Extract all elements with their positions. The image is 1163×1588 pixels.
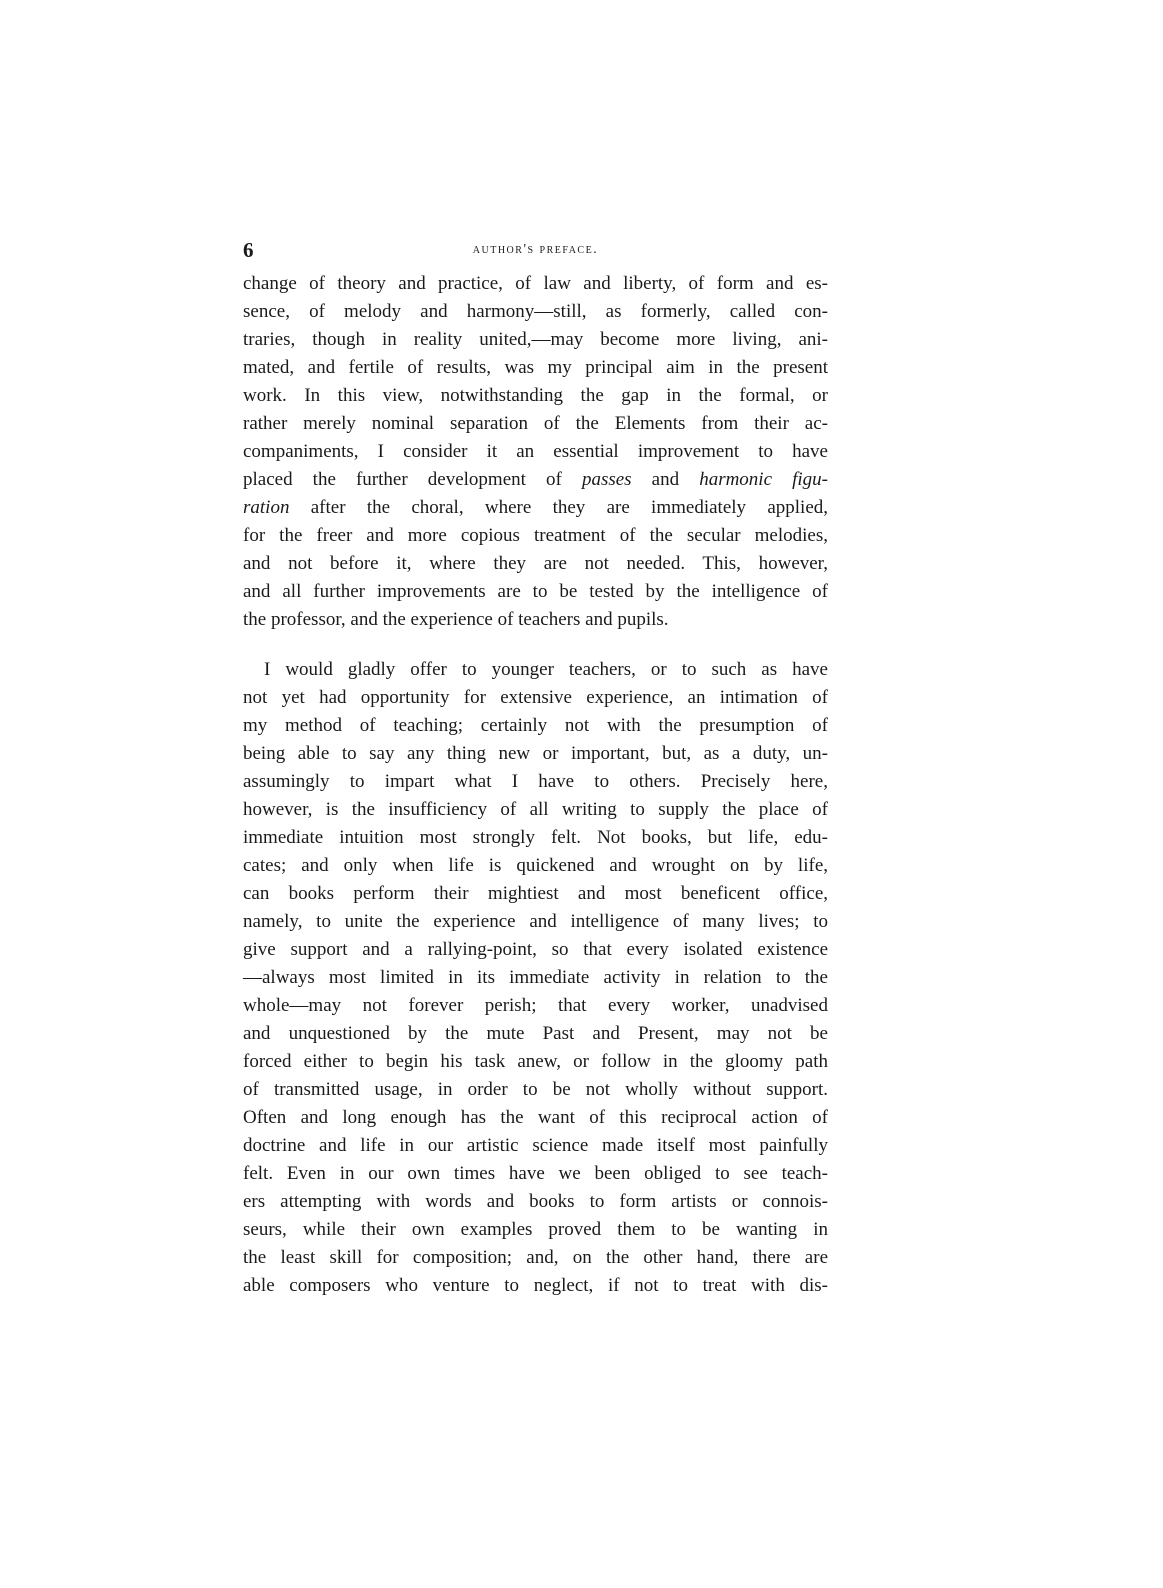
text-line: mated, and fertile of results, was my principal aim in the present	[243, 357, 828, 378]
italic-term-harmonic-figuration: harmonic figu-	[699, 469, 828, 490]
text-line: for the freer and more copious treatment of the secular melodies,	[243, 525, 828, 546]
text-line: whole—may not forever perish; that every worker, unadvised	[243, 995, 828, 1016]
text-line: I would gladly offer to younger teachers, or to such as have	[264, 659, 828, 680]
text-run: placed the further development of	[243, 469, 582, 490]
text-line: felt. Even in our own times have we been obliged to see teach-	[243, 1163, 828, 1184]
book-page	[243, 236, 828, 1300]
text-line-with-italics	[243, 466, 828, 494]
running-head-title: author's preface.	[472, 242, 599, 257]
text-line: ers attempting with words and books to form artists or connois-	[243, 1191, 828, 1212]
paragraph-1	[243, 270, 828, 634]
text-line: forced either to begin his task anew, or follow in the gloomy path	[243, 1051, 828, 1072]
text-line: traries, though in reality united,—may become more living, ani-	[243, 329, 828, 350]
text-line: sence, of melody and harmony—still, as formerly, called con-	[243, 301, 828, 322]
text-line: the least skill for composition; and, on the other hand, there are	[243, 1247, 828, 1268]
text-line: immediate intuition most strongly felt. Not books, but life, edu-	[243, 827, 828, 848]
text-run: and	[631, 469, 700, 490]
text-line: and not before it, where they are not needed. This, however,	[243, 553, 828, 574]
running-head	[243, 236, 828, 270]
text-line: can books perform their mightiest and most beneficent office,	[243, 883, 828, 904]
text-line: assumingly to impart what I have to others. Precisely here,	[243, 771, 828, 792]
text-line: give support and a rallying-point, so that every isolated existence	[243, 939, 828, 960]
text-line: cates; and only when life is quickened and wrought on by life,	[243, 855, 828, 876]
page-number: 6	[243, 238, 254, 262]
text-line: doctrine and life in our artistic science made itself most painfully	[243, 1135, 828, 1156]
text-line: seurs, while their own examples proved them to be wanting in	[243, 1219, 828, 1240]
text-line: change of theory and practice, of law and liberty, of form and es-	[243, 273, 828, 294]
text-line-with-italics	[243, 494, 828, 522]
text-line: and all further improvements are to be tested by the intelligence of	[243, 581, 828, 602]
text-line: my method of teaching; certainly not with the presumption of	[243, 715, 828, 736]
text-line: the professor, and the experience of teachers and pupils.	[243, 609, 669, 630]
text-line: and unquestioned by the mute Past and Present, may not be	[243, 1023, 828, 1044]
text-line: not yet had opportunity for extensive experience, an intimation of	[243, 687, 828, 708]
text-line: Often and long enough has the want of this reciprocal action of	[243, 1107, 828, 1128]
text-line: of transmitted usage, in order to be not wholly without support.	[243, 1079, 828, 1100]
text-line: however, is the insufficiency of all writing to supply the place of	[243, 799, 828, 820]
text-line: companiments, I consider it an essential improvement to have	[243, 441, 828, 462]
text-line: —always most limited in its immediate activity in relation to the	[243, 967, 828, 988]
text-line: rather merely nominal separation of the Elements from their ac-	[243, 413, 828, 434]
text-run: after the choral, where they are immediately applied,	[289, 497, 828, 518]
paragraph-2	[243, 656, 828, 1300]
paragraph-spacer	[243, 634, 828, 656]
italic-term-continuation: ration	[243, 497, 290, 518]
text-line: namely, to unite the experience and intelligence of many lives; to	[243, 911, 828, 932]
text-line: work. In this view, notwithstanding the gap in the formal, or	[243, 385, 828, 406]
text-line: able composers who venture to neglect, if not to treat with dis-	[243, 1275, 828, 1296]
text-line: being able to say any thing new or important, but, as a duty, un-	[243, 743, 828, 764]
italic-term-passes: passes	[581, 469, 632, 490]
